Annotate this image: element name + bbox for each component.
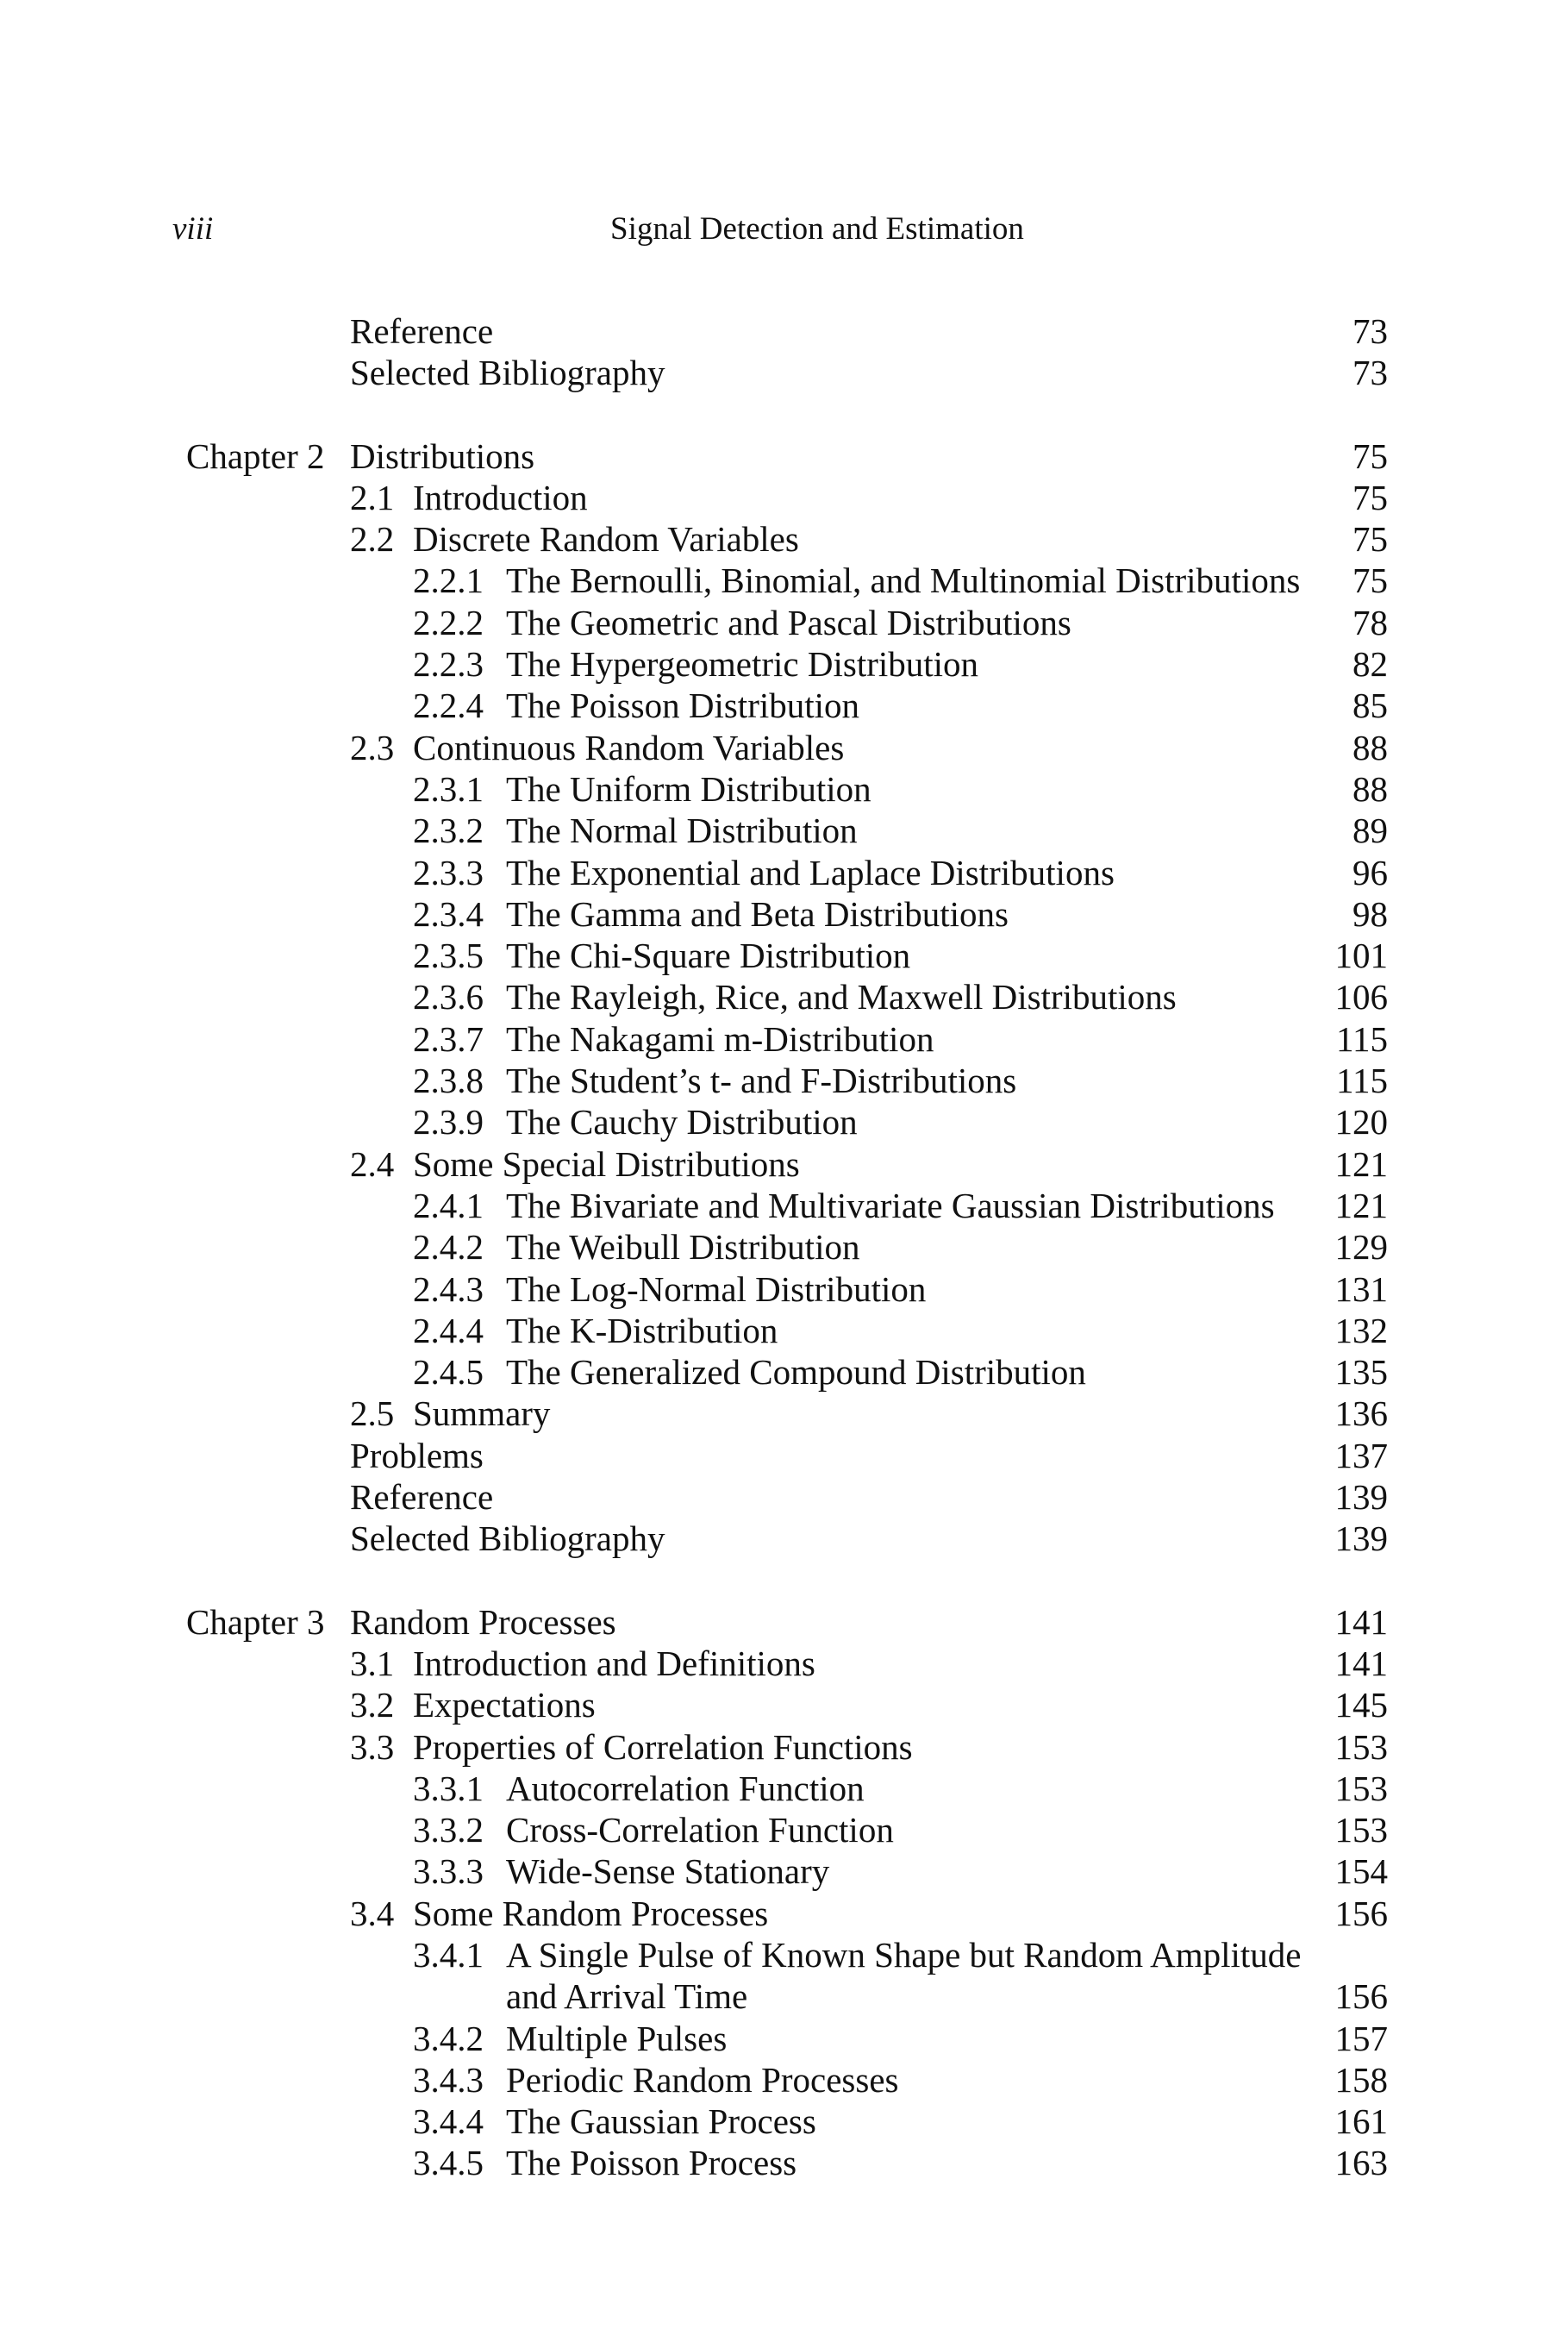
section-title: Some Random Processes	[413, 1893, 769, 1933]
toc-entry	[0, 477, 1568, 518]
section-number: 3.4.2	[413, 2018, 484, 2058]
section-number: 3.1	[350, 1643, 395, 1683]
section-title: Expectations	[413, 1685, 596, 1725]
section-number: 3.4.1	[413, 1934, 484, 1975]
section-number: 2.3	[350, 727, 395, 767]
section-number: 3.4.3	[413, 2059, 484, 2100]
section-title: Selected Bibliography	[350, 353, 665, 393]
section-number: 3.3.2	[413, 1810, 484, 1850]
page-ref: 131	[1334, 1268, 1388, 1309]
toc-entry	[0, 2100, 1568, 2142]
toc-entry	[0, 1768, 1568, 1809]
section-title: The Gaussian Process	[506, 2101, 816, 2142]
toc-entry	[0, 1268, 1568, 1310]
section-title: Properties of Correlation Functions	[413, 1726, 913, 1767]
section-number: 2.5	[350, 1393, 395, 1434]
page-ref: 137	[1334, 1435, 1388, 1475]
section-title: Summary	[413, 1393, 551, 1434]
section-title: The Cauchy Distribution	[506, 1102, 858, 1143]
section-title: The Generalized Compound Distribution	[506, 1352, 1086, 1393]
section-title: Selected Bibliography	[350, 1518, 665, 1559]
page-ref: 154	[1334, 1851, 1388, 1892]
page-ref: 139	[1334, 1477, 1388, 1518]
toc-entry	[0, 1934, 1568, 1975]
page-ref: 106	[1334, 977, 1388, 1017]
page-ref: 82	[1352, 644, 1388, 685]
section-title: The Rayleigh, Rice, and Maxwell Distributions	[506, 977, 1177, 1017]
page-ref: 75	[1352, 435, 1388, 476]
section-number: 2.3.8	[413, 1061, 484, 1101]
section-title: Continuous Random Variables	[413, 727, 845, 767]
section-title: Reference	[350, 311, 494, 351]
toc-entry	[0, 560, 1568, 601]
page-ref: 153	[1334, 1810, 1388, 1850]
section-title: Wide-Sense Stationary	[506, 1851, 830, 1892]
toc-entry	[0, 768, 1568, 810]
section-number: 3.3.1	[413, 1768, 484, 1808]
section-title: Periodic Random Processes	[506, 2059, 899, 2100]
section-title: The K-Distribution	[506, 1310, 778, 1350]
toc-entry	[0, 1101, 1568, 1143]
section-number: 3.3.3	[413, 1851, 484, 1892]
running-title: Signal Detection and Estimation	[610, 211, 1024, 247]
page-ref: 153	[1334, 1768, 1388, 1808]
toc-entry	[0, 935, 1568, 976]
toc-entry	[0, 1601, 1568, 1643]
page-ref: 96	[1352, 852, 1388, 892]
toc-entry	[0, 685, 1568, 726]
page-ref: 88	[1352, 727, 1388, 767]
toc-entry	[0, 893, 1568, 935]
page-ref: 156	[1334, 1893, 1388, 1933]
section-number: 2.3.4	[413, 893, 484, 934]
page-ref: 136	[1334, 1393, 1388, 1434]
section-number: 2.2.3	[413, 644, 484, 685]
toc-entry	[0, 1060, 1568, 1101]
section-number: 2.4	[350, 1143, 395, 1184]
toc-entry	[0, 1893, 1568, 1934]
section-title: The Gamma and Beta Distributions	[506, 893, 1009, 934]
page-ref: 73	[1352, 353, 1388, 393]
chapter-label: Chapter 3	[186, 1601, 325, 1642]
toc-entry	[0, 1684, 1568, 1725]
section-title: Problems	[350, 1435, 484, 1475]
page-ref: 141	[1334, 1643, 1388, 1683]
toc-entry	[0, 1476, 1568, 1518]
section-title: The Chi-Square Distribution	[506, 936, 911, 976]
toc-entry	[0, 852, 1568, 893]
toc-entry	[0, 976, 1568, 1017]
section-title: The Nakagami m-Distribution	[506, 1018, 934, 1059]
section-title: The Geometric and Pascal Distributions	[506, 602, 1071, 642]
section-number: 2.4.4	[413, 1310, 484, 1350]
page-ref: 120	[1334, 1102, 1388, 1143]
toc-entry	[0, 1351, 1568, 1393]
toc-entry	[0, 1518, 1568, 1559]
toc-entry	[0, 1310, 1568, 1351]
section-number: 2.3.3	[413, 852, 484, 892]
page-ref: 78	[1352, 602, 1388, 642]
section-title: Reference	[350, 1477, 494, 1518]
page-ref: 73	[1352, 311, 1388, 351]
page-number: viii	[172, 211, 214, 247]
page-ref: 75	[1352, 519, 1388, 560]
section-title: The Hypergeometric Distribution	[506, 644, 979, 685]
section-number: 3.4.5	[413, 2143, 484, 2183]
toc-entry	[0, 2018, 1568, 2059]
toc-entry	[0, 1726, 1568, 1768]
page-ref: 153	[1334, 1726, 1388, 1767]
page-ref: 121	[1334, 1143, 1388, 1184]
page-ref: 157	[1334, 2018, 1388, 2058]
page-ref: 135	[1334, 1352, 1388, 1393]
page-ref: 129	[1334, 1227, 1388, 1268]
page-ref: 75	[1352, 477, 1388, 517]
page-ref: 101	[1334, 936, 1388, 976]
toc-entry	[0, 1226, 1568, 1268]
section-number: 2.4.3	[413, 1268, 484, 1309]
section-title: Distributions	[350, 435, 535, 476]
section-number: 2.2.4	[413, 686, 484, 726]
section-number: 3.3	[350, 1726, 395, 1767]
section-title: The Weibull Distribution	[506, 1227, 860, 1268]
page-ref: 139	[1334, 1518, 1388, 1559]
toc-entry	[0, 1643, 1568, 1684]
toc-entry	[0, 1143, 1568, 1185]
toc-entry	[0, 518, 1568, 560]
section-title: Cross-Correlation Function	[506, 1810, 894, 1850]
toc-entry	[0, 1850, 1568, 1892]
toc-entry	[0, 602, 1568, 643]
page-ref: 141	[1334, 1601, 1388, 1642]
toc-entry	[0, 1018, 1568, 1060]
toc-entry	[0, 643, 1568, 685]
page-ref: 75	[1352, 560, 1388, 601]
section-number: 3.2	[350, 1685, 395, 1725]
section-title: Autocorrelation Function	[506, 1768, 865, 1808]
page-ref: 132	[1334, 1310, 1388, 1350]
section-number: 2.4.1	[413, 1185, 484, 1225]
section-title: Random Processes	[350, 1601, 616, 1642]
page-ref: 115	[1336, 1018, 1388, 1059]
toc-entry	[0, 810, 1568, 851]
page-ref: 115	[1336, 1061, 1388, 1101]
page-ref: 145	[1334, 1685, 1388, 1725]
section-title: Introduction	[413, 477, 588, 517]
toc-entry	[0, 1435, 1568, 1476]
section-title: The Normal Distribution	[506, 811, 858, 851]
section-title: The Bivariate and Multivariate Gaussian Distributions	[506, 1185, 1275, 1225]
page-ref: 161	[1334, 2101, 1388, 2142]
section-number: 2.3.2	[413, 811, 484, 851]
section-number: 2.2	[350, 519, 395, 560]
section-title: Discrete Random Variables	[413, 519, 799, 560]
toc-entry	[0, 352, 1568, 393]
section-number: 2.3.5	[413, 936, 484, 976]
section-title: The Log-Normal Distribution	[506, 1268, 927, 1309]
toc-entry	[0, 727, 1568, 768]
toc-entry	[0, 1185, 1568, 1226]
page-ref: 85	[1352, 686, 1388, 726]
section-title: Some Special Distributions	[413, 1143, 800, 1184]
section-number: 2.2.1	[413, 560, 484, 601]
page-ref: 121	[1334, 1185, 1388, 1225]
toc-entry	[0, 1975, 1568, 2017]
toc-entry	[0, 2142, 1568, 2183]
section-number: 3.4.4	[413, 2101, 484, 2142]
section-number: 3.4	[350, 1893, 395, 1933]
toc-entry	[0, 435, 1568, 477]
toc-entry	[0, 310, 1568, 352]
section-title: The Poisson Process	[506, 2143, 797, 2183]
toc-entry	[0, 2059, 1568, 2100]
toc-entry	[0, 1809, 1568, 1850]
section-number: 2.3.1	[413, 768, 484, 809]
section-number: 2.3.7	[413, 1018, 484, 1059]
section-title: The Uniform Distribution	[506, 768, 871, 809]
section-number: 2.2.2	[413, 602, 484, 642]
section-title: The Exponential and Laplace Distributions	[506, 852, 1115, 892]
section-number: 2.1	[350, 477, 395, 517]
section-number: 2.4.2	[413, 1227, 484, 1268]
page-ref: 163	[1334, 2143, 1388, 2183]
page-ref: 89	[1352, 811, 1388, 851]
page-ref: 98	[1352, 893, 1388, 934]
chapter-label: Chapter 2	[186, 435, 325, 476]
page-ref: 88	[1352, 768, 1388, 809]
section-title: Introduction and Definitions	[413, 1643, 815, 1683]
page-ref: 156	[1334, 1976, 1388, 2017]
table-of-contents	[0, 310, 1568, 2184]
section-title: Multiple Pulses	[506, 2018, 728, 2058]
section-title: The Bernoulli, Binomial, and Multinomial Distributions	[506, 560, 1301, 601]
page-ref: 158	[1334, 2059, 1388, 2100]
section-title: and Arrival Time	[506, 1976, 748, 2017]
section-title: A Single Pulse of Known Shape but Random Amplitude	[506, 1934, 1302, 1975]
section-title: The Poisson Distribution	[506, 686, 860, 726]
toc-entry	[0, 1393, 1568, 1434]
section-title: The Student’s t- and F-Distributions	[506, 1061, 1017, 1101]
section-number: 2.4.5	[413, 1352, 484, 1393]
section-number: 2.3.6	[413, 977, 484, 1017]
section-number: 2.3.9	[413, 1102, 484, 1143]
